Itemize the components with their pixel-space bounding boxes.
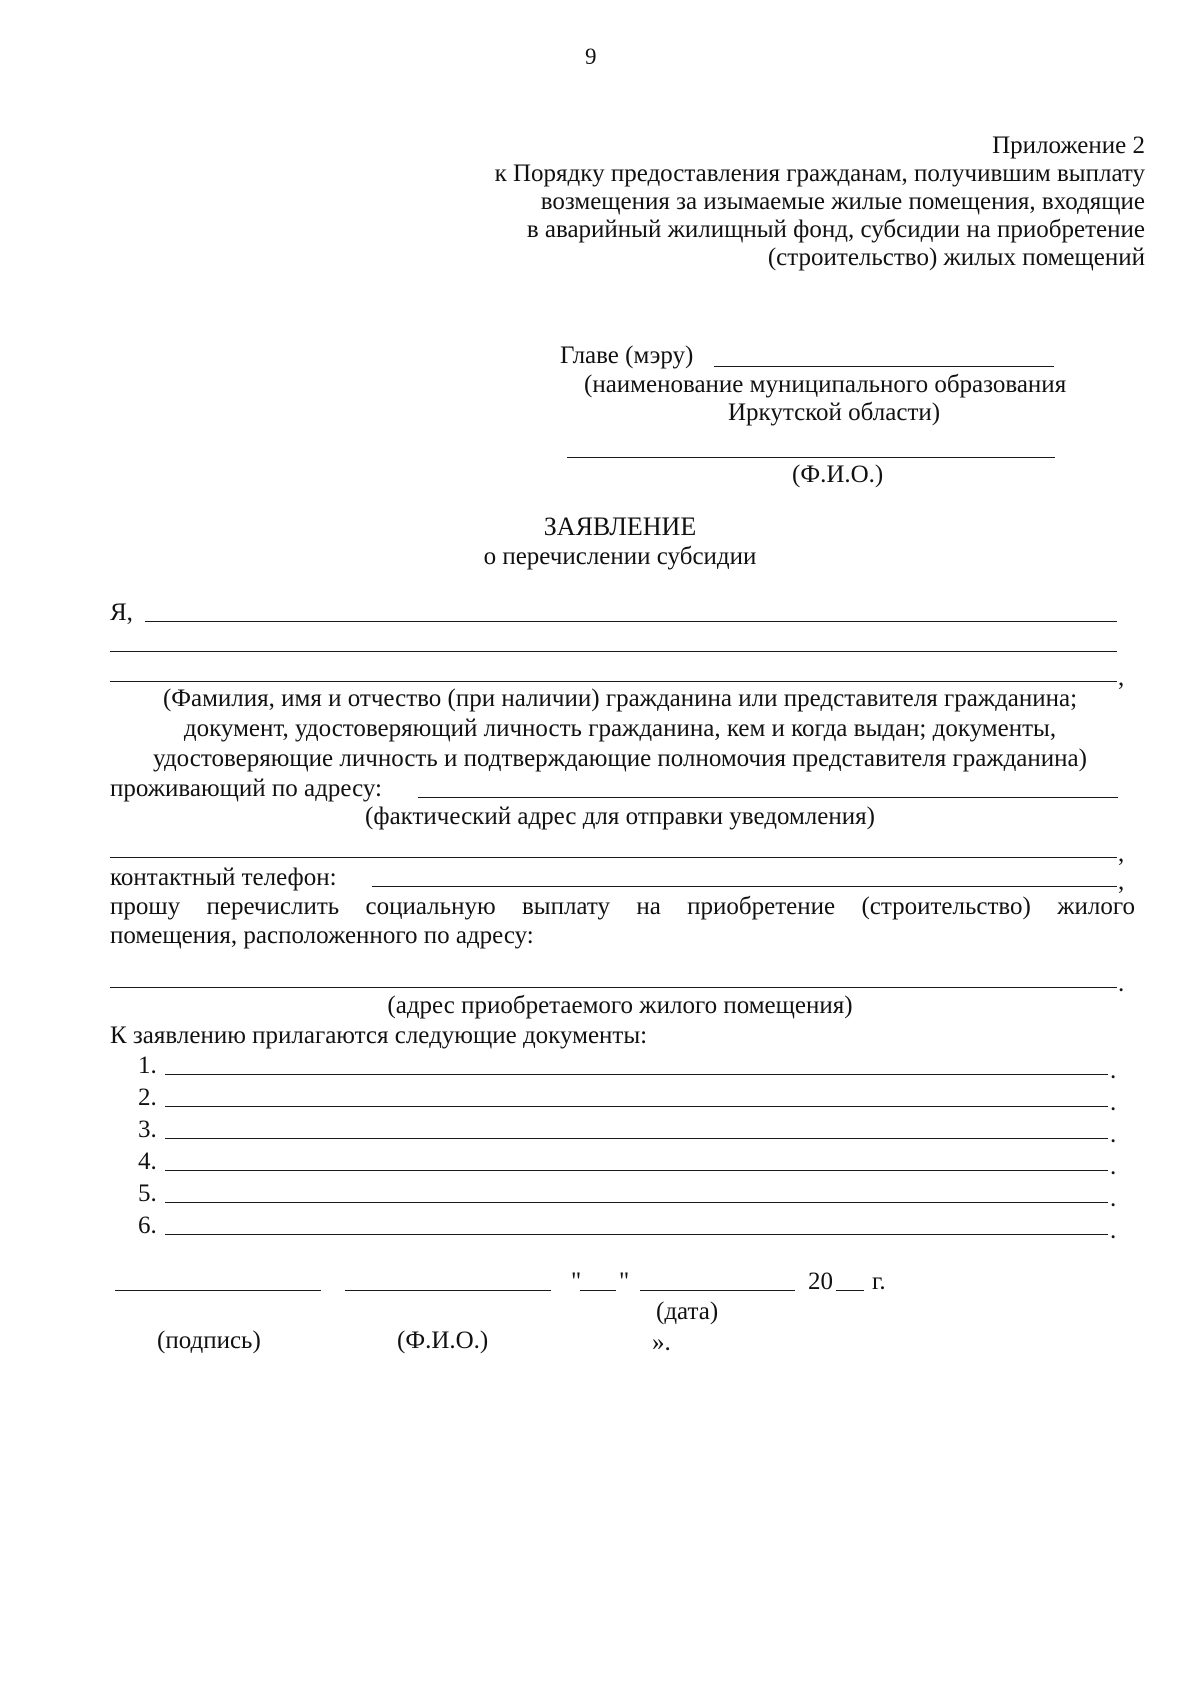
document-title: ЗАЯВЛЕНИЕ (543, 512, 697, 541)
period: . (1110, 1153, 1117, 1180)
municipality-caption: Иркутской области) (728, 399, 941, 426)
appendix-line: возмещения за изымаемые жилые помещения, входящие (540, 188, 1145, 215)
appendix-line: в аварийный жилищный фонд, субсидии на приобретение (526, 216, 1145, 243)
applicant-caption: документ, удостоверяющий личность гражданина, кем и когда выдан; документы, (183, 715, 1057, 742)
applicant-line-1[interactable] (145, 621, 1117, 622)
appendix-line: (строительство) жилых помещений (767, 244, 1145, 271)
attachment-line[interactable] (165, 1202, 1108, 1203)
signature-caption: (подпись) (157, 1327, 261, 1354)
address-line-2[interactable] (110, 857, 1117, 858)
quote-close: " (619, 1268, 630, 1295)
request-line: прошу перечислить социальную выплату на приобретение (строительство) жилого (110, 893, 1135, 920)
head-label: Главе (мэру) (560, 342, 694, 369)
year-line[interactable] (836, 1290, 864, 1291)
comma: , (1118, 868, 1125, 895)
head-name-line[interactable] (714, 366, 1054, 367)
attachment-line[interactable] (165, 1234, 1108, 1235)
property-address-line[interactable] (110, 987, 1117, 988)
attachment-number: 3. (138, 1116, 157, 1143)
appendix-title: Приложение 2 (992, 132, 1145, 159)
applicant-line-3[interactable] (110, 681, 1117, 682)
attachment-line[interactable] (165, 1170, 1108, 1171)
request-line: помещения, расположенного по адресу: (110, 922, 534, 949)
residence-line[interactable] (418, 797, 1118, 798)
year-prefix: 20 (808, 1268, 833, 1295)
attachment-number: 5. (138, 1180, 157, 1207)
quote-open: " (571, 1268, 582, 1295)
year-suffix: г. (872, 1268, 886, 1295)
attachment-number: 4. (138, 1148, 157, 1175)
attachment-number: 2. (138, 1084, 157, 1111)
phone-line[interactable] (372, 886, 1117, 887)
period: . (1110, 1217, 1117, 1244)
signature-line[interactable] (115, 1290, 321, 1291)
attachment-number: 1. (138, 1052, 157, 1079)
period: . (1110, 1089, 1117, 1116)
attachment-line[interactable] (165, 1106, 1108, 1107)
signer-fio-caption: (Ф.И.О.) (397, 1327, 489, 1354)
appendix-line: к Порядку предоставления гражданам, получившим выплату (494, 160, 1145, 187)
applicant-caption: (Фамилия, имя и отчество (при наличии) гражданина или представителя гражданина; (162, 685, 1078, 712)
attachments-heading: К заявлению прилагаются следующие документы: (110, 1022, 648, 1049)
municipality-caption: (наименование муниципального образования (584, 371, 1067, 398)
address-caption: (фактический адрес для отправки уведомления) (365, 803, 875, 830)
month-line[interactable] (640, 1290, 795, 1291)
page-number: 9 (585, 44, 597, 69)
residence-label: проживающий по адресу: (110, 775, 382, 802)
applicant-caption: удостоверяющие личность и подтверждающие полномочия представителя гражданина) (153, 745, 1087, 772)
addressee-fio-line[interactable] (567, 457, 1055, 458)
addressee-fio-caption: (Ф.И.О.) (792, 461, 884, 488)
period: . (1110, 1057, 1117, 1084)
document-subtitle: о перечислении субсидии (483, 543, 757, 570)
period: . (1110, 1121, 1117, 1148)
closing-mark: ». (652, 1329, 671, 1356)
day-line[interactable] (580, 1290, 616, 1291)
i-label: Я, (110, 599, 133, 626)
comma: , (1118, 664, 1125, 691)
phone-label: контактный телефон: (110, 864, 337, 891)
period: . (1110, 1185, 1117, 1212)
attachment-line[interactable] (165, 1074, 1108, 1075)
applicant-line-2[interactable] (110, 651, 1117, 652)
date-caption: (дата) (656, 1298, 719, 1325)
period: . (1118, 970, 1125, 997)
attachment-line[interactable] (165, 1138, 1108, 1139)
attachment-number: 6. (138, 1212, 157, 1239)
comma: , (1118, 840, 1125, 867)
signer-fio-line[interactable] (345, 1290, 551, 1291)
property-address-caption: (адрес приобретаемого жилого помещения) (387, 992, 853, 1019)
